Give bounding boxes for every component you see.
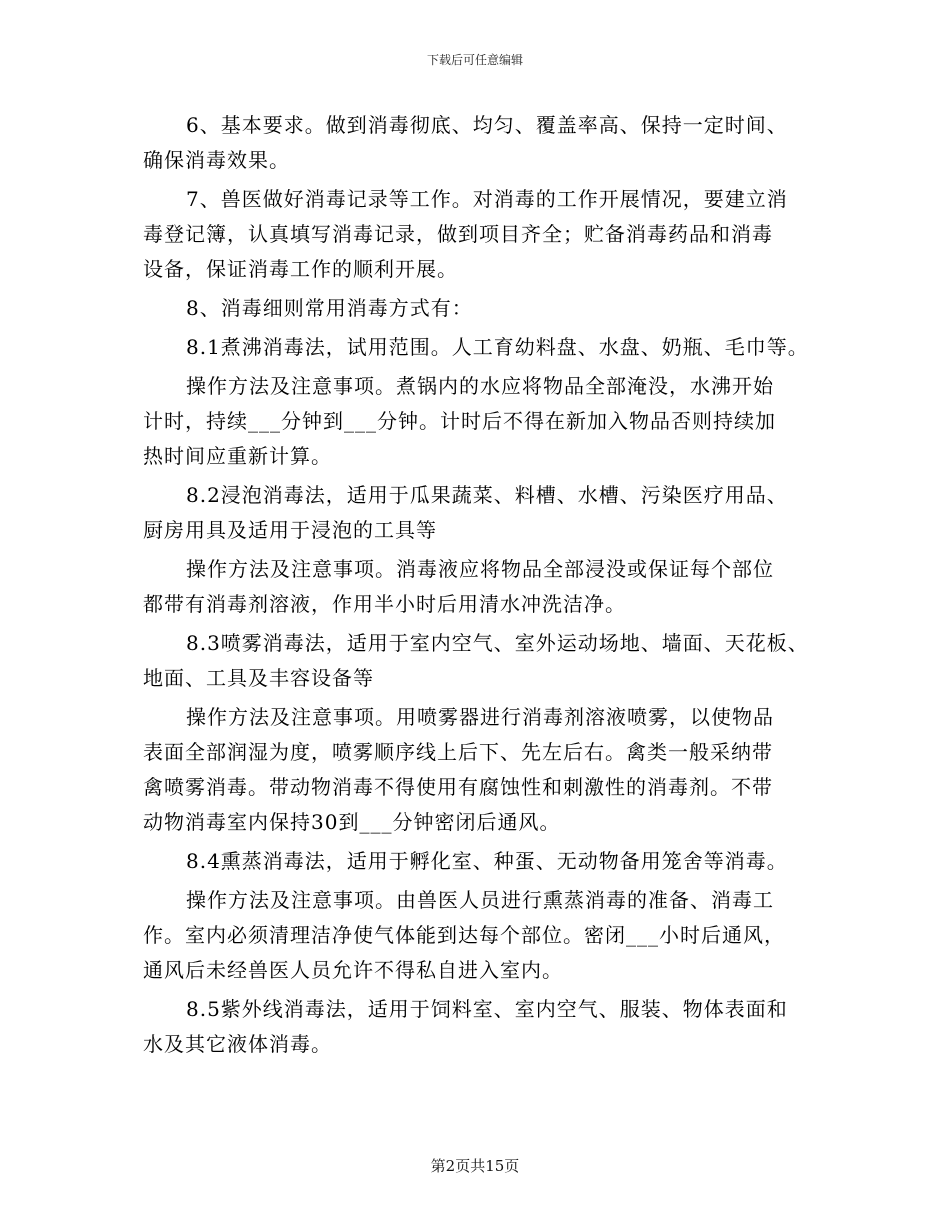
text-line: 操作方法及注意事项。由兽医人员进行熏蒸消毒的准备、消毒工 [186,888,774,912]
text-line: 都带有消毒剂溶液，作用半小时后用清水冲洗洁净。 [143,592,626,616]
text-line: 7、兽医做好消毒记录等工作。对消毒的工作开展情况，要建立消 [186,187,788,211]
document-body [143,108,843,1066]
paragraph-fumigation-operation [143,883,843,988]
text-line: 热时间应重新计算。 [143,444,332,468]
paragraph-uv-method [143,992,843,1062]
paragraph-boiling-operation [143,369,843,474]
text-line: 操作方法及注意事项。煮锅内的水应将物品全部淹没，水沸开始 [186,374,774,398]
text-line: 禽喷雾消毒。带动物消毒不得使用有腐蚀性和刺激性的消毒剂。不带 [143,775,773,799]
text-line: 8、消毒细则常用消毒方式有： [186,296,473,320]
paragraph-soaking-method [143,478,843,548]
text-line: 毒登记簿，认真填写消毒记录，做到项目齐全；贮备消毒药品和消毒 [143,222,773,246]
page-header: 下载后可任意编辑 [426,53,523,67]
text-line: 操作方法及注意事项。消毒液应将物品全部浸没或保证每个部位 [186,557,774,581]
paragraph-disinfection-records [143,182,843,287]
text-line: 操作方法及注意事项。用喷雾器进行消毒剂溶液喷雾，以使物品 [186,705,774,729]
text-line: 计时，持续___分钟到___分钟。计时后不得在新加入物品否则持续加 [143,409,776,433]
text-line: 确保消毒效果。 [143,148,290,172]
page-number: 第2页共15页 [430,1157,520,1175]
paragraph-boiling-method [143,330,843,365]
text-line: 地面、工具及丰容设备等 [143,666,374,690]
text-line: 设备，保证消毒工作的顺利开展。 [143,257,458,281]
text-line: 作。室内必须清理洁净使气体能到达每个部位。密闭___小时后通风， [143,923,785,947]
text-line: 水及其它液体消毒。 [143,1032,332,1056]
paragraph-spray-method [143,626,843,696]
text-line: 厨房用具及适用于浸泡的工具等 [143,518,437,542]
text-line: 8.3喷雾消毒法，适用于室内空气、室外运动场地、墙面、天花板、 [186,631,809,655]
text-line: 通风后未经兽医人员允许不得私自进入室内。 [143,958,563,982]
text-line: 8.5紫外线消毒法，适用于饲料室、室内空气、服装、物体表面和 [186,997,788,1021]
text-line: 8.4熏蒸消毒法，适用于孵化室、种蛋、无动物备用笼舍等消毒。 [186,849,788,873]
text-line: 6、基本要求。做到消毒彻底、均匀、覆盖率高、保持一定时间、 [186,113,788,137]
paragraph-soaking-operation [143,552,843,622]
text-line: 8.2浸泡消毒法，适用于瓜果蔬菜、料槽、水槽、污染医疗用品、 [186,483,788,507]
text-line: 表面全部润湿为度，喷雾顺序线上后下、先左后右。禽类一般采纳带 [143,740,773,764]
paragraph-spray-operation [143,700,843,840]
paragraph-fumigation-method [143,844,843,879]
text-line: 动物消毒室内保持30到___分钟密闭后通风。 [143,810,561,834]
paragraph-methods-heading [143,291,843,326]
text-line: 8.1煮沸消毒法，试用范围。人工育幼料盘、水盘、奶瓶、毛巾等。 [186,335,809,359]
paragraph-basic-requirements [143,108,843,178]
